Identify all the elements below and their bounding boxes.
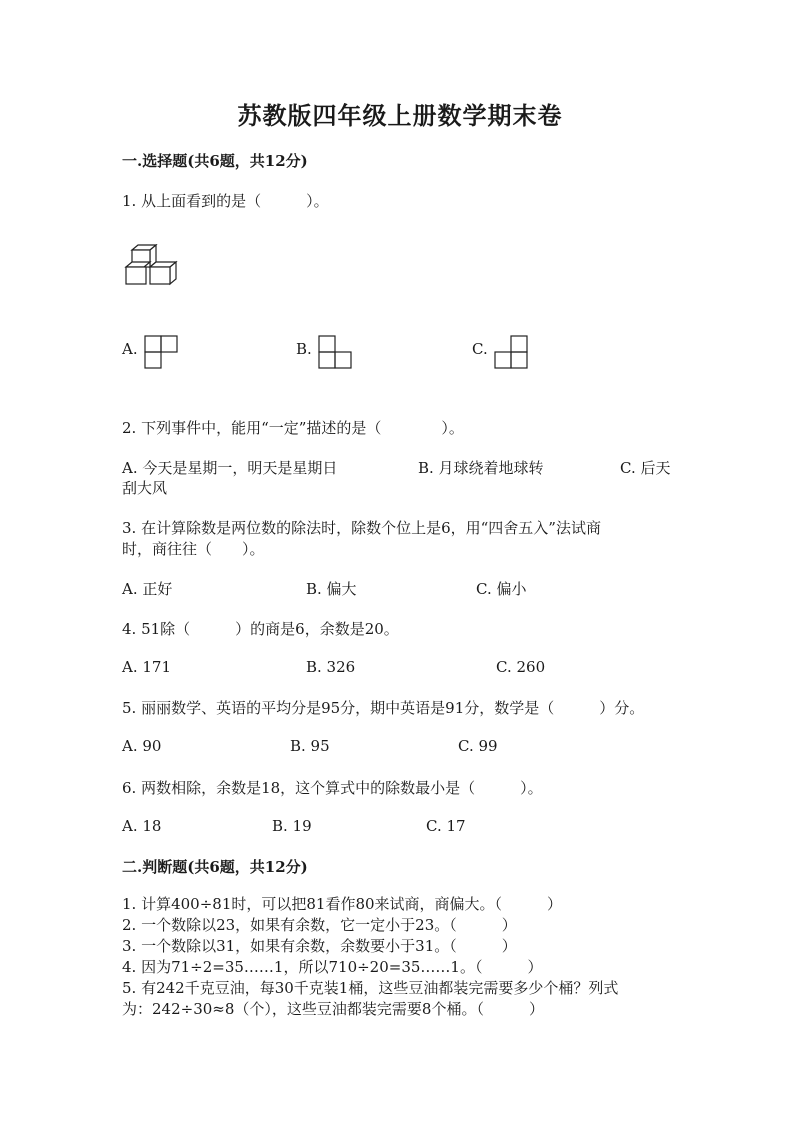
question-3-stem-line1: 3. 在计算除数是两位数的除法时，除数个位上是6，用“四舍五入”法试商 xyxy=(122,519,601,537)
question-3-stem-line2: 时，商往往（ ）。 xyxy=(122,540,265,558)
question-5-option-b: B. 95 xyxy=(290,737,330,755)
question-4-option-b: B. 326 xyxy=(306,658,356,676)
judgement-item-5-line2: 为：242÷30≈8（个），这些豆油都装完需要8个桶。（ ） xyxy=(122,1000,544,1018)
judgement-item-5-line1: 5. 有242千克豆油，每30千克装1桶，这些豆油都装完需要多少个桶？列式 xyxy=(122,979,619,997)
section-heading-choice: 一.选择题(共6题，共12分) xyxy=(122,152,308,170)
question-5-option-a: A. 90 xyxy=(122,737,162,755)
question-1-option-b: B. xyxy=(296,340,312,358)
question-3-option-b: B. 偏大 xyxy=(306,580,357,598)
question-2-stem: 2. 下列事件中，能用“一定”描述的是（ ）。 xyxy=(122,419,464,437)
judgement-item-2: 2. 一个数除以23，如果有余数，它一定小于23。（ ） xyxy=(122,916,517,934)
option-c-view-icon xyxy=(494,335,528,369)
question-1-option-a: A. xyxy=(122,340,138,358)
question-4-option-c: C. 260 xyxy=(496,658,546,676)
cube-stack-figure xyxy=(122,244,182,290)
question-2-option-b: B. 月球绕着地球转 xyxy=(418,459,544,477)
question-2-option-a: A. 今天是星期一，明天是星期日 xyxy=(122,459,338,477)
option-a-view-icon xyxy=(144,335,178,369)
question-6-option-b: B. 19 xyxy=(272,817,312,835)
question-3-option-c: C. 偏小 xyxy=(476,580,527,598)
section-heading-judgement: 二.判断题(共6题，共12分) xyxy=(122,858,308,876)
page-title: 苏教版四年级上册数学期末卷 xyxy=(237,101,563,130)
option-b-view-icon xyxy=(318,335,352,369)
question-5-option-c: C. 99 xyxy=(458,737,498,755)
question-4-stem: 4. 51除（ ）的商是6，余数是20。 xyxy=(122,620,399,638)
question-1-option-c: C. xyxy=(472,340,488,358)
question-6-stem: 6. 两数相除，余数是18，这个算式中的除数最小是（ ）。 xyxy=(122,779,543,797)
question-3-option-a: A. 正好 xyxy=(122,580,173,598)
judgement-item-1: 1. 计算400÷81时，可以把81看作80来试商，商偏大。（ ） xyxy=(122,895,563,913)
question-6-option-a: A. 18 xyxy=(122,817,162,835)
question-4-option-a: A. 171 xyxy=(122,658,171,676)
judgement-item-4: 4. 因为71÷2=35……1，所以710÷20=35……1。（ ） xyxy=(122,958,543,976)
judgement-item-3: 3. 一个数除以31，如果有余数，余数要小于31。（ ） xyxy=(122,937,517,955)
question-1-stem: 1. 从上面看到的是（ ）。 xyxy=(122,192,329,210)
question-5-stem: 5. 丽丽数学、英语的平均分是95分，期中英语是91分，数学是（ ）分。 xyxy=(122,699,645,717)
question-6-option-c: C. 17 xyxy=(426,817,466,835)
question-2-option-c: C. 后天 xyxy=(620,459,671,477)
question-2-option-c-wrap: 刮大风 xyxy=(122,479,168,497)
